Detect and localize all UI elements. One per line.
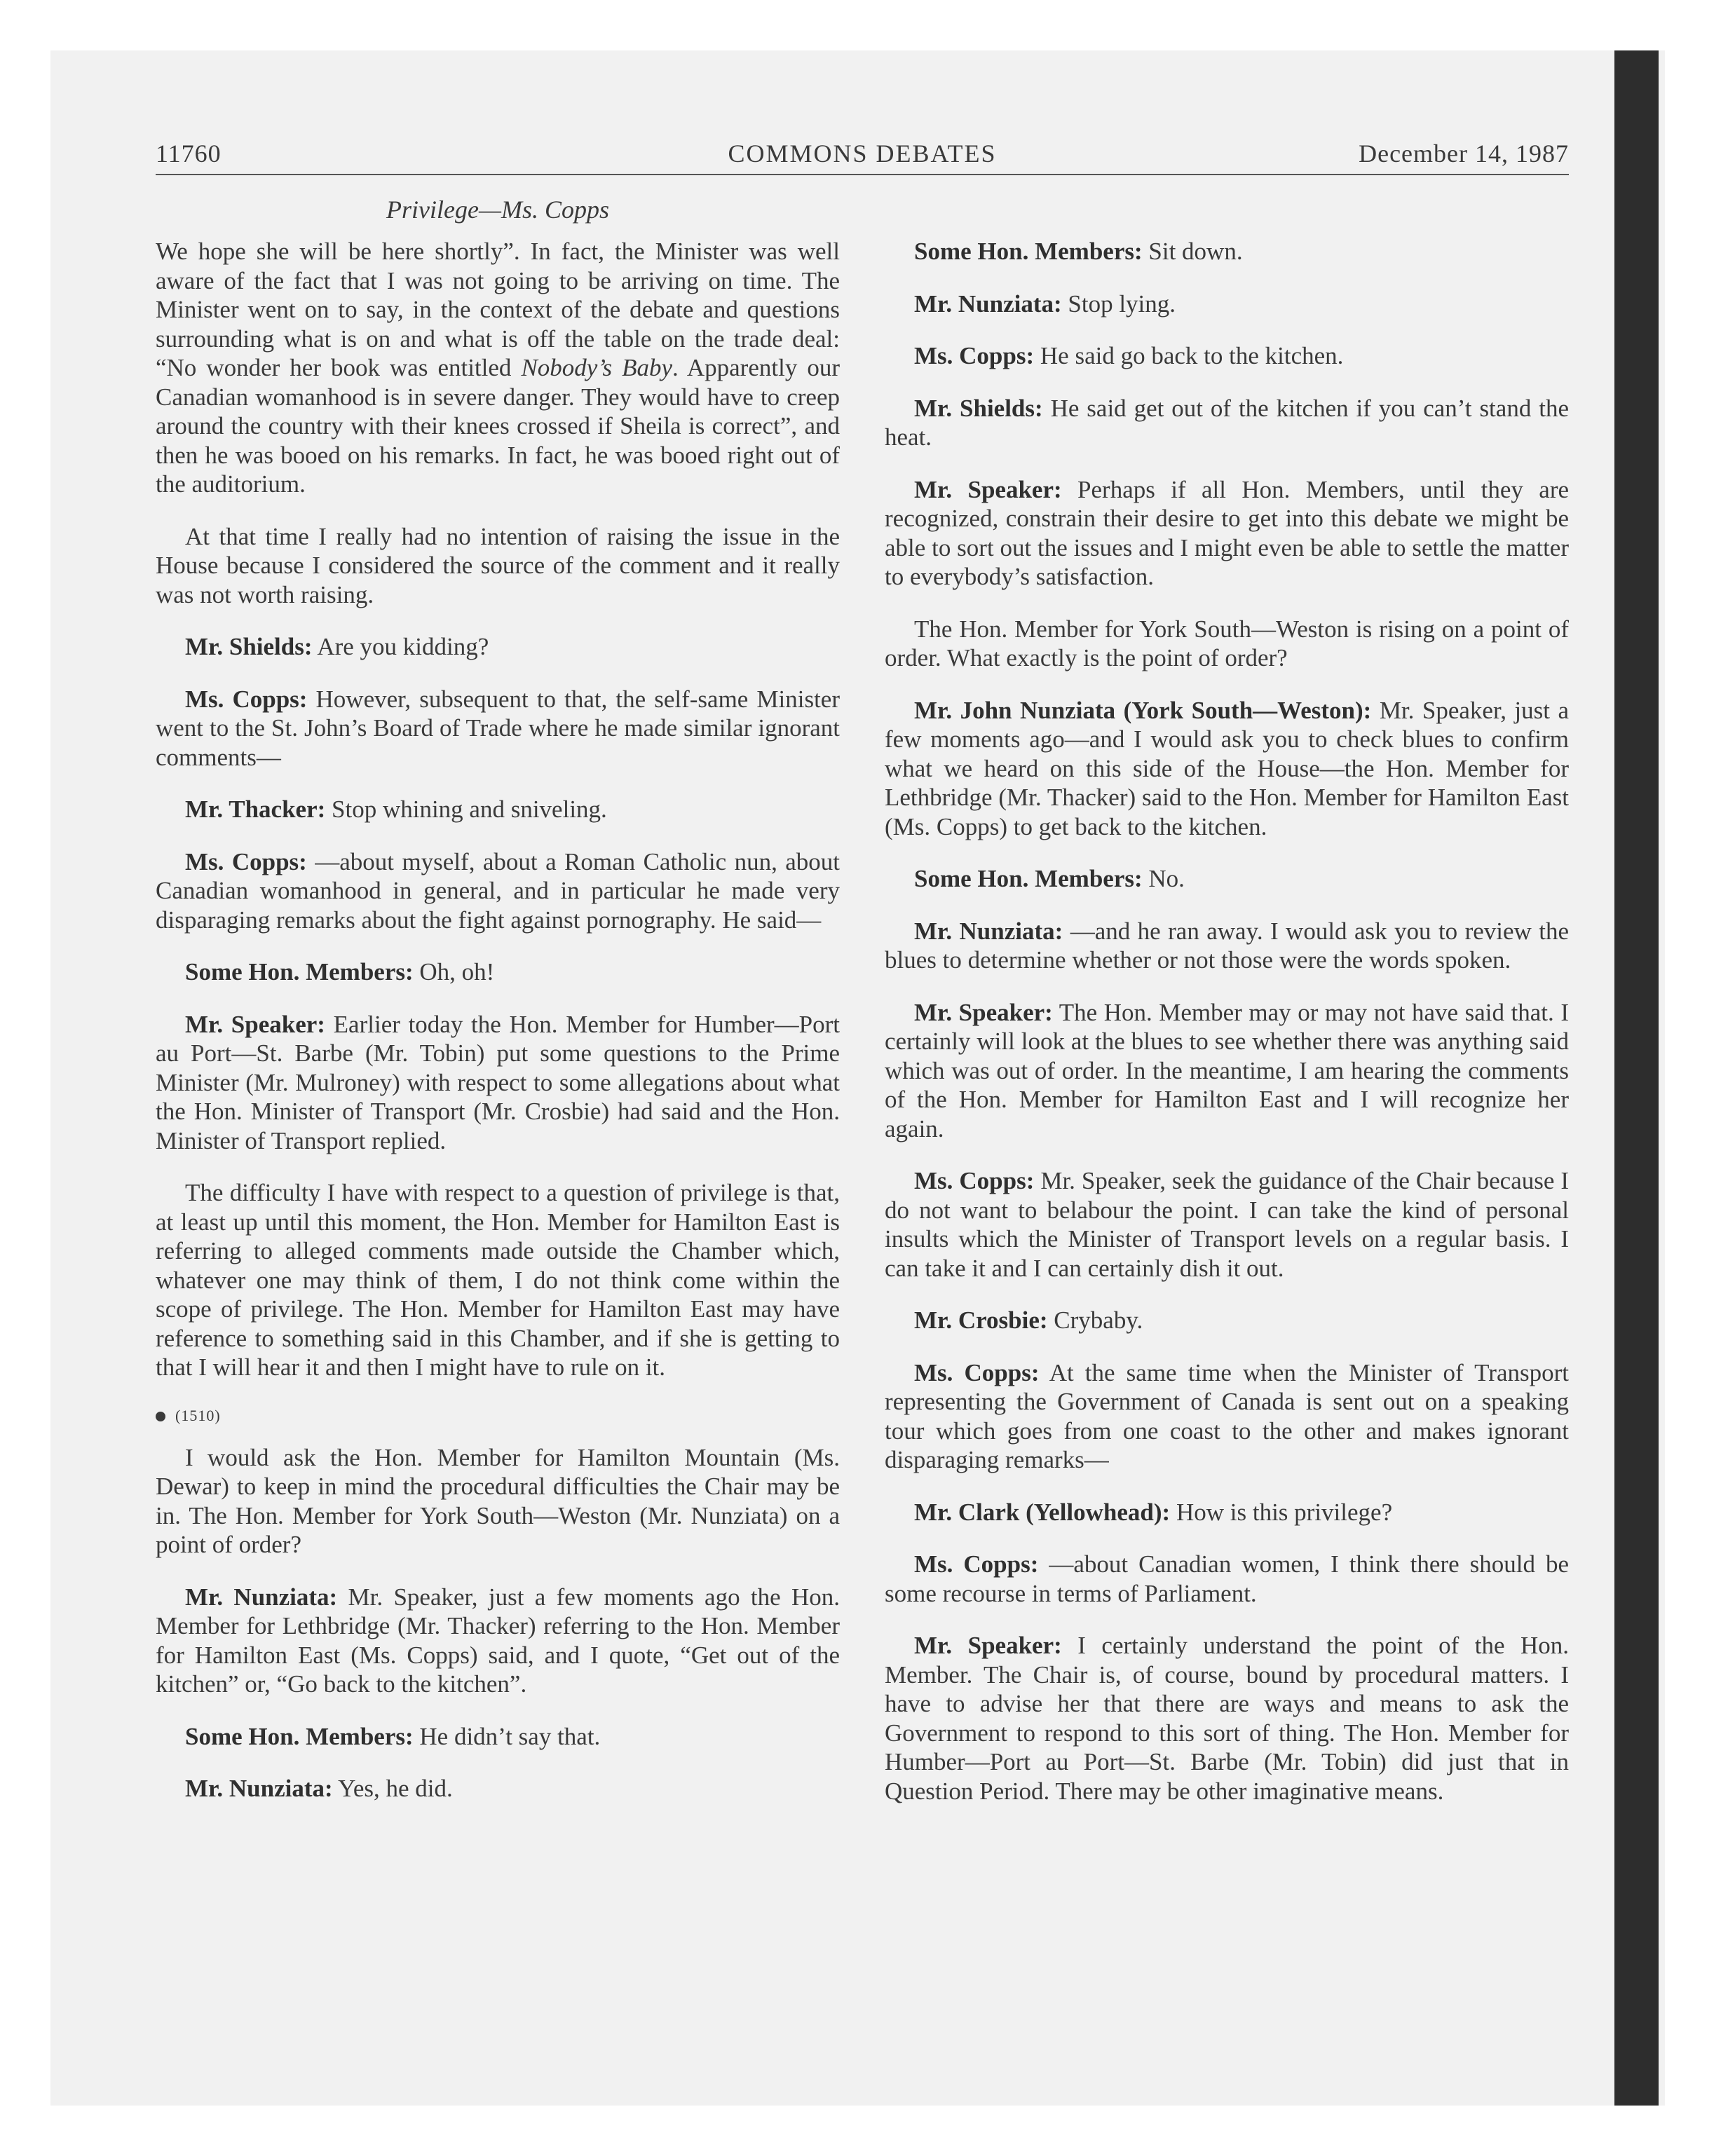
speech-text: Mr. Speaker, just a few moments ago the Hon. Member for Lethbridge (Mr. Thacker) referring to the Hon. Member for Hamilton East (Ms. Copps) said, and I quote, “Get out of the kitchen” or, “Go back to the kitchen”. xyxy=(156,1583,841,1698)
speech-text: We hope she will be here shortly”. In fact, the Minister was well aware of the fact that I was not going to be arriving on time. The Minister went on to say, in the context of the debate and questions surrounding what is on and what is off the table on the trade deal: “No wonder her book was entitled xyxy=(156,238,840,381)
speaker-name: Mr. Clark (Yellowhead): xyxy=(914,1498,1171,1526)
speaker-name: Mr. John Nunziata (York South—Weston): xyxy=(914,696,1372,724)
speech-paragraph xyxy=(156,957,840,987)
speech-text: I certainly understand the point of the Hon. Member. The Chair is, of course, bound by procedural matters. I have to advise her that there are ways and means to ask the Government to respond to this sort of thing. The Hon. Member for Humber—Port au Port—St. Barbe (Mr. Tobin) did just that in Question Period. There may be other imaginative means. xyxy=(885,1632,1570,1805)
page-number: 11760 xyxy=(156,139,222,168)
speech-paragraph xyxy=(156,685,840,772)
speaker-name: Some Hon. Members: xyxy=(185,958,414,985)
speech-text: Mr. Speaker, just a few moments ago—and I would ask you to check blues to confirm what we heard on this side of the House—the Hon. Member for Lethbridge (Mr. Thacker) said to the Hon. Member for Hamilton East (Ms. Copps) to get back to the kitchen. xyxy=(885,696,1570,840)
speaker-name: Mr. Thacker: xyxy=(185,796,326,823)
speech-text: Yes, he did. xyxy=(338,1775,453,1802)
speech-text: The Hon. Member for York South—Weston is rising on a point of order. What exactly is the point of order? xyxy=(885,615,1569,671)
paragraph xyxy=(885,615,1569,673)
speaker-name: Mr. Nunziata: xyxy=(914,917,1063,945)
speaker-name: Ms. Copps: xyxy=(914,1358,1040,1386)
speaker-name: Ms. Copps: xyxy=(185,847,307,875)
speaker-name: Ms. Copps: xyxy=(185,685,308,713)
speech-paragraph xyxy=(156,632,840,662)
speech-paragraph xyxy=(885,289,1569,319)
speech-text: However, subsequent to that, the self-same Minister went to the St. John’s Board of Trade where he made similar ignorant comments— xyxy=(156,685,841,771)
speaker-name: Mr. Nunziata: xyxy=(185,1775,333,1802)
speaker-name: Mr. Nunziata: xyxy=(914,289,1062,318)
speaker-name: Mr. Speaker: xyxy=(185,1010,325,1038)
speech-text: Sit down. xyxy=(1148,238,1243,265)
speech-text: No. xyxy=(1148,865,1185,892)
speech-paragraph xyxy=(156,1583,840,1699)
speech-text: The Hon. Member may or may not have said that. I certainly will look at the blues to see whether there was anything said which was out of order. In the meantime, I am hearing the comments of the Hon. Member for Hamilton East and I will recognize her again. xyxy=(885,998,1569,1142)
paragraph xyxy=(156,1443,840,1560)
speaker-name: Some Hon. Members: xyxy=(185,1722,414,1750)
speech-text: He didn’t say that. xyxy=(419,1722,601,1750)
speaker-name: Some Hon. Members: xyxy=(914,238,1143,265)
speech-paragraph xyxy=(885,917,1569,975)
paragraph xyxy=(156,522,840,610)
speech-paragraph xyxy=(885,1166,1569,1283)
speech-paragraph xyxy=(156,847,840,935)
bullet-dot-icon xyxy=(156,1412,165,1421)
speech-text: How is this privilege? xyxy=(1176,1498,1393,1526)
speech-text: He said go back to the kitchen. xyxy=(1040,342,1344,369)
paragraph xyxy=(156,237,840,499)
speech-text: I would ask the Hon. Member for Hamilton Mountain (Ms. Dewar) to keep in mind the procedural difficulties the Chair may be in. The Hon. Member for York South—Weston (Mr. Nunziata) on a point of order? xyxy=(156,1443,840,1558)
publication-date: December 14, 1987 xyxy=(1359,139,1569,168)
time-marker-text: (1510) xyxy=(175,1406,221,1424)
left-column xyxy=(156,237,840,1827)
publication-title: COMMONS DEBATES xyxy=(728,139,997,168)
speech-paragraph xyxy=(156,1774,840,1803)
speech-paragraph xyxy=(885,998,1569,1144)
speaker-name: Mr. Shields: xyxy=(914,394,1043,422)
page-header xyxy=(156,137,1569,175)
speech-paragraph xyxy=(885,1498,1569,1527)
speaker-name: Ms. Copps: xyxy=(914,342,1035,369)
speech-paragraph xyxy=(885,1358,1569,1475)
speech-paragraph xyxy=(885,1550,1569,1608)
speaker-name: Some Hon. Members: xyxy=(914,865,1143,892)
speech-text: Crybaby. xyxy=(1054,1306,1143,1334)
speech-paragraph xyxy=(885,341,1569,371)
speech-text: He said get out of the kitchen if you can’t stand the heat. xyxy=(885,394,1569,451)
speaker-name: Ms. Copps: xyxy=(914,1550,1039,1578)
speech-text: —about Canadian women, I think there should be some recourse in terms of Parliament. xyxy=(885,1550,1570,1607)
speech-paragraph xyxy=(885,1631,1569,1806)
speaker-name: Mr. Speaker: xyxy=(914,475,1062,503)
speech-paragraph xyxy=(885,237,1569,266)
speech-text: Stop lying. xyxy=(1068,289,1176,318)
speaker-name: Ms. Copps: xyxy=(914,1167,1035,1194)
speech-text: —about myself, about a Roman Catholic nun, about Canadian womanhood in general, and in particular he made very disparaging remarks about the fight against pornography. He said— xyxy=(156,847,841,934)
speech-text: Earlier today the Hon. Member for Humber—Port au Port—St. Barbe (Mr. Tobin) put some questions to the Prime Minister (Mr. Mulroney) with respect to some allegations about what the Hon. Minister of Transport (Mr. Crosbie) had said and the Hon. Minister of Transport replied. xyxy=(156,1010,841,1154)
speech-paragraph xyxy=(885,1306,1569,1335)
speech-text: The difficulty I have with respect to a question of privilege is that, at least up until this moment, the Hon. Member for Hamilton East is referring to alleged comments made outside the Chamber which, whatever one may think of them, I do not think come within the scope of privilege. The Hon. Member for Hamilton East may have reference to something said in this Chamber, and if she is getting to that I will hear it and then I might have to rule on it. xyxy=(156,1179,840,1381)
speech-paragraph xyxy=(885,864,1569,894)
speech-text: At that time I really had no intention of raising the issue in the House because I considered the source of the comment and it really was not worth raising. xyxy=(156,522,840,608)
speech-text: —and he ran away. I would ask you to review the blues to determine whether or not those were the words spoken. xyxy=(885,917,1570,974)
speaker-name: Mr. Nunziata: xyxy=(185,1583,338,1611)
speech-text: Oh, oh! xyxy=(419,958,495,985)
speech-paragraph xyxy=(885,696,1569,842)
speech-paragraph xyxy=(156,1722,840,1752)
speech-text: Are you kidding? xyxy=(317,633,489,660)
right-column xyxy=(885,237,1569,1829)
speaker-name: Mr. Shields: xyxy=(185,633,313,660)
paragraph xyxy=(156,1178,840,1382)
scan-edge-strip xyxy=(1614,50,1659,2106)
book-title: Nobody’s Baby xyxy=(521,354,673,381)
speech-paragraph xyxy=(156,1010,840,1156)
speech-paragraph xyxy=(885,394,1569,452)
time-marker xyxy=(156,1405,840,1426)
speaker-name: Mr. Speaker: xyxy=(914,1632,1062,1659)
section-subheading: Privilege—Ms. Copps xyxy=(386,196,609,224)
speech-text: Stop whining and sniveling. xyxy=(332,796,607,823)
speaker-name: Mr. Speaker: xyxy=(914,998,1053,1026)
speech-paragraph xyxy=(156,795,840,824)
speech-text: At the same time when the Minister of Transport representing the Government of Canada is sent out on a speaking tour which goes from one coast to the other and makes ignorant disparaging remarks— xyxy=(885,1358,1569,1473)
speech-text-continued: . Apparently our Canadian womanhood is in severe danger. They would have to creep around the country with their knees crossed if Sheila is correct”, and then he was booed on his remarks. In fact, he was booed right out of the auditorium. xyxy=(156,354,840,498)
speaker-name: Mr. Crosbie: xyxy=(914,1306,1048,1334)
speech-text: Perhaps if all Hon. Members, until they are recognized, constrain their desire to get into this debate we might be able to sort out the issues and I might even be able to settle the matter to everybody’s satisfaction. xyxy=(885,475,1570,590)
speech-text: Mr. Speaker, seek the guidance of the Chair because I do not want to belabour the point. I can take the kind of personal insults which the Minister of Transport levels on a regular basis. I can take it and I can certainly dish it out. xyxy=(885,1167,1570,1282)
speech-paragraph xyxy=(885,475,1569,592)
